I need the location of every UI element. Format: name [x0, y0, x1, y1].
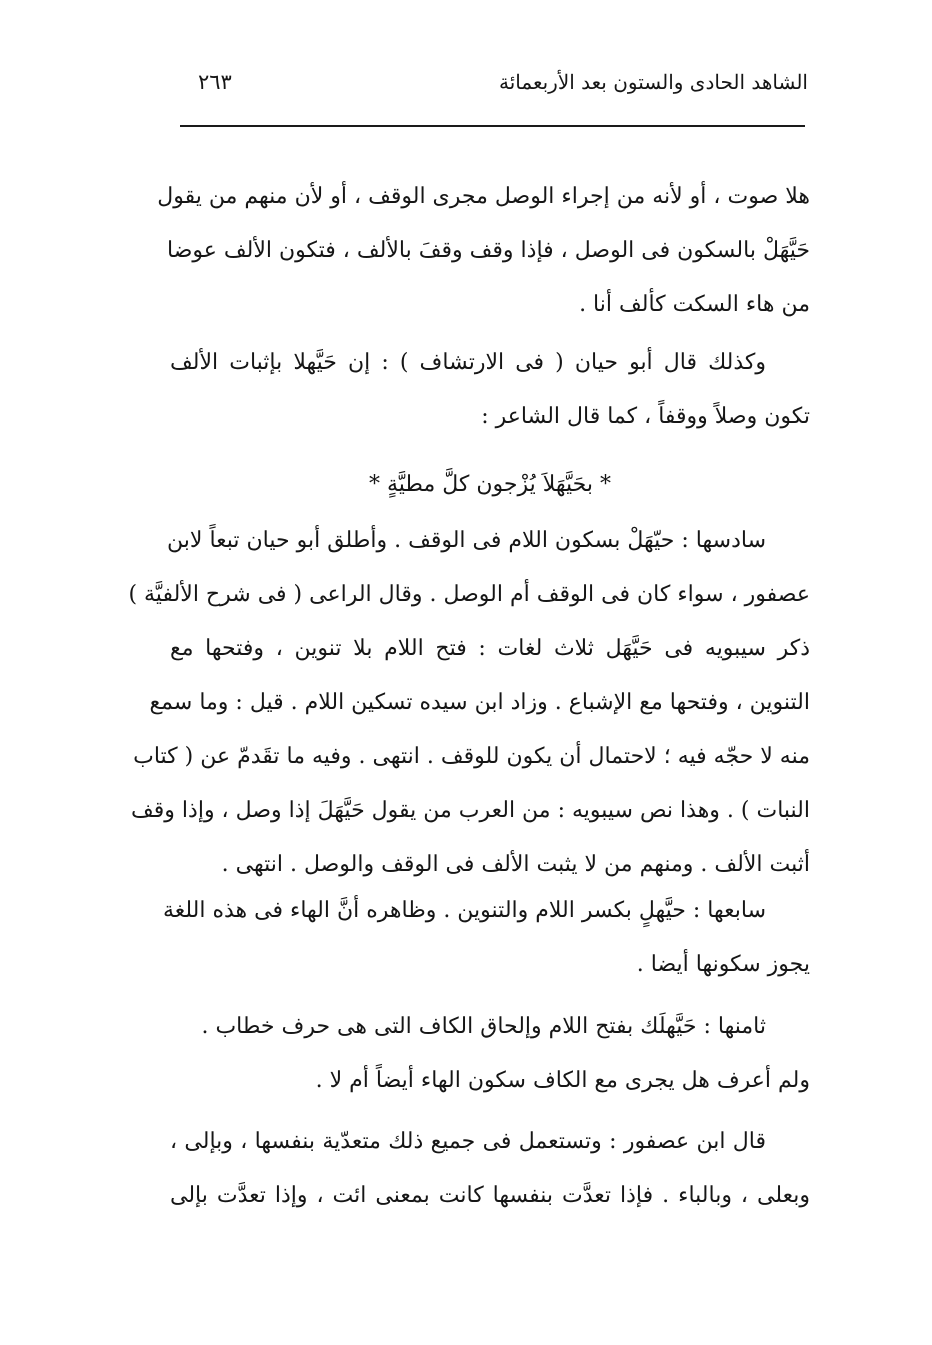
text-line: ذكر سيبويه فى حَيَّهَل ثلاث لغات : فتح اللام بلا تنوين ، وفتحها مع — [170, 636, 810, 661]
text-line: التنوين ، وفتحها مع الإشباع . وزاد ابن سيده تسكين اللام . قيل : وما سمع — [149, 690, 810, 715]
text-line: قال ابن عصفور : وتستعمل فى جميع ذلك متعدّية بنفسها ، وبإلى ، — [170, 1129, 766, 1154]
header-divider — [180, 125, 805, 127]
text-line: عصفور ، سواء كان فى الوقف أم الوصل . وقال الراعى ( فى شرح الألفيَّة ) — [128, 582, 810, 607]
text-line: هلا صوت ، أو لأنه من إجراء الوصل مجرى الوقف ، أو لأن منهم من يقول — [157, 184, 810, 209]
text-line: سابعها : حيَّهلٍ بكسر اللام والتنوين . وظاهره أنَّ الهاء فى هذه اللغة — [162, 898, 766, 923]
paragraph-5 — [170, 1000, 810, 1108]
paragraph-3 — [128, 514, 810, 892]
text-line: يجوز سكونها أيضا . — [636, 952, 810, 977]
text-line: وكذلك قال أبو حيان ( فى الارتشاف ) : إن حَيَّهلا بإثبات الألف — [170, 350, 766, 375]
text-line: منه لا حجّه فيه ؛ لاحتمال أن يكون للوقف . انتهى . وفيه ما تقَدمّ عن ( كتاب — [133, 744, 810, 769]
text-line: أثبت الألف . ومنهم من لا يثبت الألف فى الوقف والوصل . انتهى . — [221, 852, 810, 877]
text-line: النبات ) . وهذا نص سيبويه : من العرب من يقول حَيَّهَلَ إذا وصل ، وإذا وقف — [131, 798, 810, 823]
text-line: ولم أعرف هل يجرى مع الكاف سكون الهاء أيضاً أم لا . — [315, 1068, 810, 1093]
page-number: ٢٦٣ — [198, 70, 232, 94]
poetry-verse: * بحَيَّهَلاَ يُزْجون كلَّ مطيَّةٍ * — [369, 472, 611, 497]
paragraph-1 — [157, 170, 810, 332]
paragraph-6 — [170, 1115, 810, 1223]
text-line: ثامنها : حَيَّهلَك بفتح اللام وإلحاق الكاف التى هى حرف خطاب . — [201, 1014, 766, 1039]
paragraph-2 — [170, 336, 810, 444]
text-line: تكون وصلاً ووقفاً ، كما قال الشاعر : — [481, 404, 810, 429]
text-line: وبعلى ، وبالباء . فإذا تعدَّت بنفسها كانت بمعنى ائت ، وإذا تعدَّت بإلى — [170, 1183, 810, 1208]
text-line: سادسها : حيّهَلْ بسكون اللام فى الوقف . وأطلق أبو حيان تبعاً لابن — [167, 528, 766, 553]
text-line: من هاء السكت كألف أنا . — [579, 292, 810, 317]
text-line: حَيَّهَلْ بالسكون فى الوصل ، فإذا وقف وقفَ بالألف ، فتكون الألف عوضا — [166, 238, 810, 263]
paragraph-4 — [162, 884, 810, 992]
running-header-title: الشاهد الحادى والستون بعد الأربعمائة — [499, 70, 808, 94]
